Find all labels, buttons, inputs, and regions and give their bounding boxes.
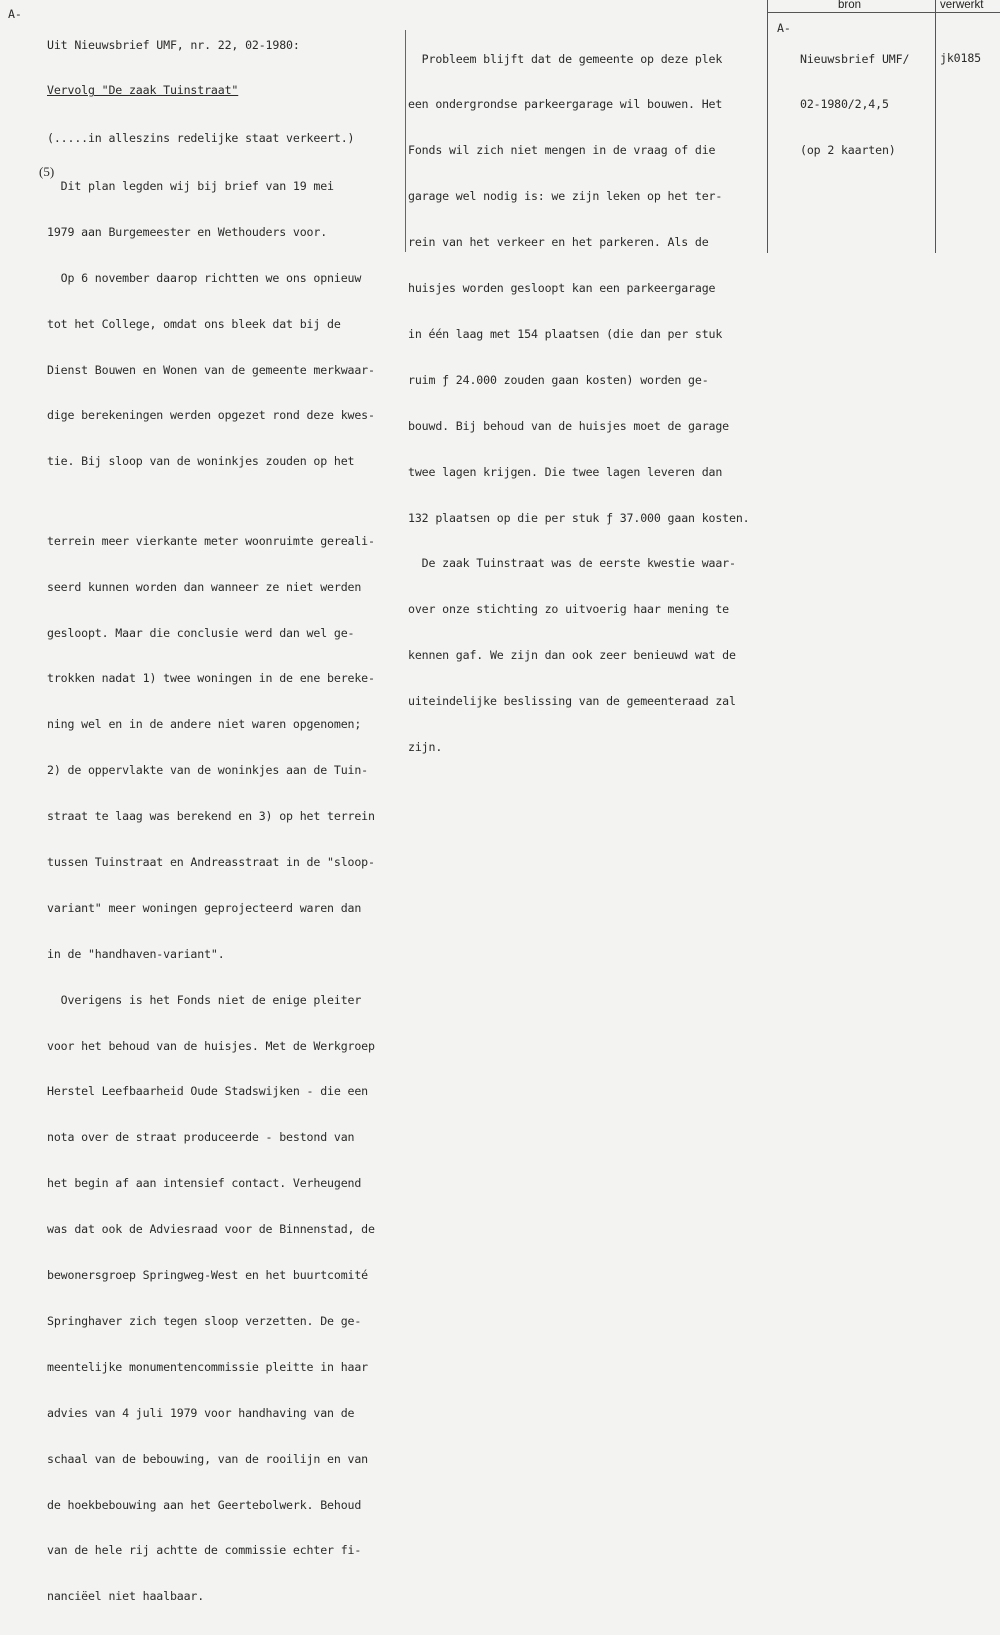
col1-line-27: bewonersgroep Springweg-West en het buurtcomité	[47, 1268, 369, 1283]
col2-line-7: ruim ƒ 24.000 zouden gaan kosten) worden ge-	[408, 372, 709, 387]
header-bron: bron	[838, 0, 862, 11]
col1-line-34: nanciëel niet haalbaar.	[47, 1589, 205, 1604]
col1-line-26: was dat ook de Adviesraad voor de Binnenstad, de	[47, 1222, 375, 1237]
col2-line-8: bouwd. Bij behoud van de huisjes moet de garage	[408, 418, 730, 433]
col1-line-33: van de hele rij achtte de commissie echter fi-	[47, 1543, 362, 1558]
col1-line-30: advies van 4 juli 1979 voor handhaving van de	[47, 1405, 355, 1420]
col1-line-31: schaal van de bebouwing, van de rooilijn en van	[47, 1451, 369, 1466]
col2-line-15: zijn.	[408, 739, 443, 754]
col2-line-12: over onze stichting zo uitvoerig haar mening te	[408, 602, 730, 617]
column-divider	[405, 30, 406, 252]
margin-marker: (5)	[39, 164, 55, 179]
col1-line-5: Op 6 november daarop richtten we ons opnieuw	[47, 270, 362, 285]
col2-line-6: in één laag met 154 plaatsen (die dan per stuk	[408, 326, 723, 341]
bron-line-1: 02-1980/2,4,5	[800, 97, 889, 112]
col1-line-10	[47, 500, 375, 503]
col1-line-19: variant" meer woningen geprojecteerd waren dan	[47, 900, 362, 915]
col2-line-4: rein van het verkeer en het parkeren. Als de	[408, 235, 709, 250]
bron-line-2: (op 2 kaarten)	[800, 143, 896, 158]
bron-column-left-border	[767, 0, 768, 253]
col2-line-2: Fonds wil zich niet mengen in de vraag of die	[408, 143, 716, 158]
bron-verwerkt-divider	[935, 0, 936, 253]
col1-line-15: ning wel en in de andere niet waren opgenomen;	[47, 717, 362, 732]
col1-line-6: tot het College, omdat ons bleek dat bij de	[47, 316, 341, 331]
col2-line-3: garage wel nodig is: we zijn leken op het ter-	[408, 189, 723, 204]
col2-text	[408, 21, 750, 786]
verwerkt-code: jk0185	[940, 51, 981, 65]
col1-text	[47, 7, 375, 1635]
col1-line-22: voor het behoud van de huisjes. Met de Werkgroep	[47, 1038, 375, 1053]
col1-line-21: Overigens is het Fonds niet de enige pleiter	[47, 992, 362, 1007]
col2-line-13: kennen gaf. We zijn dan ook zeer benieuwd wat de	[408, 648, 736, 663]
bron-prefix: A-	[777, 21, 791, 35]
col1-line-32: de hoekbebouwing aan het Geertebolwerk. Behoud	[47, 1497, 362, 1512]
header-bottom-line	[767, 12, 1000, 13]
col1-line-11: terrein meer vierkante meter woonruimte gereali-	[47, 533, 375, 548]
col1-line-23: Herstel Leefbaarheid Oude Stadswijken - die een	[47, 1084, 369, 1099]
col2-line-5: huisjes worden gesloopt kan een parkeergarage	[408, 281, 716, 296]
col1-line-7: Dienst Bouwen en Wonen van de gemeente merkwaar-	[47, 362, 375, 377]
col1-line-3: Dit plan legden wij bij brief van 19 mei	[47, 178, 334, 193]
col1-line-12: seerd kunnen worden dan wanneer ze niet werden	[47, 579, 362, 594]
col2-line-9: twee lagen krijgen. Die twee lagen leveren dan	[408, 464, 723, 479]
col2-line-11: De zaak Tuinstraat was de eerste kwestie waar-	[408, 556, 736, 571]
col1-line-1: Vervolg "De zaak Tuinstraat"	[47, 83, 239, 98]
col1-line-14: trokken nadat 1) twee woningen in de ene bereke-	[47, 671, 375, 686]
col1-prefix: A-	[8, 7, 22, 21]
col1-line-17: straat te laag was berekend en 3) op het terrein	[47, 809, 375, 824]
col1-line-9: tie. Bij sloop van de woninkjes zouden op het	[47, 454, 355, 469]
header-verwerkt: verwerkt	[940, 0, 984, 11]
col1-line-8: dige berekeningen werden opgezet rond deze kwes-	[47, 408, 375, 423]
col1-line-28: Springhaver zich tegen sloop verzetten. De ge-	[47, 1313, 362, 1328]
col1-line-0: Uit Nieuwsbrief UMF, nr. 22, 02-1980:	[47, 37, 300, 52]
col1-line-18: tussen Tuinstraat en Andreasstraat in de "sloop-	[47, 855, 375, 870]
col2-line-0: Probleem blijft dat de gemeente op deze plek	[408, 51, 723, 66]
col1-line-4: 1979 aan Burgemeester en Wethouders voor.	[47, 224, 328, 239]
col1-line-16: 2) de oppervlakte van de woninkjes aan de Tuin-	[47, 763, 369, 778]
col2-line-1: een ondergrondse parkeergarage wil bouwen. Het	[408, 97, 723, 112]
col1-line-24: nota over de straat produceerde - bestond van	[47, 1130, 355, 1145]
col1-line-20: in de "handhaven-variant".	[47, 946, 225, 961]
col2-line-14: uiteindelijke beslissing van de gemeenteraad zal	[408, 694, 736, 709]
bron-line-0: Nieuwsbrief UMF/	[800, 51, 910, 66]
col2-line-10: 132 plaatsen op die per stuk ƒ 37.000 gaan kosten.	[408, 510, 750, 525]
col1-line-25: het begin af aan intensief contact. Verheugend	[47, 1176, 362, 1191]
col1-line-2: (.....in alleszins redelijke staat verkeert.)	[47, 131, 355, 146]
col1-line-13: gesloopt. Maar die conclusie werd dan wel ge-	[47, 625, 355, 640]
col1-line-29: meentelijke monumentencommissie pleitte in haar	[47, 1359, 369, 1374]
bron-text	[800, 21, 909, 189]
